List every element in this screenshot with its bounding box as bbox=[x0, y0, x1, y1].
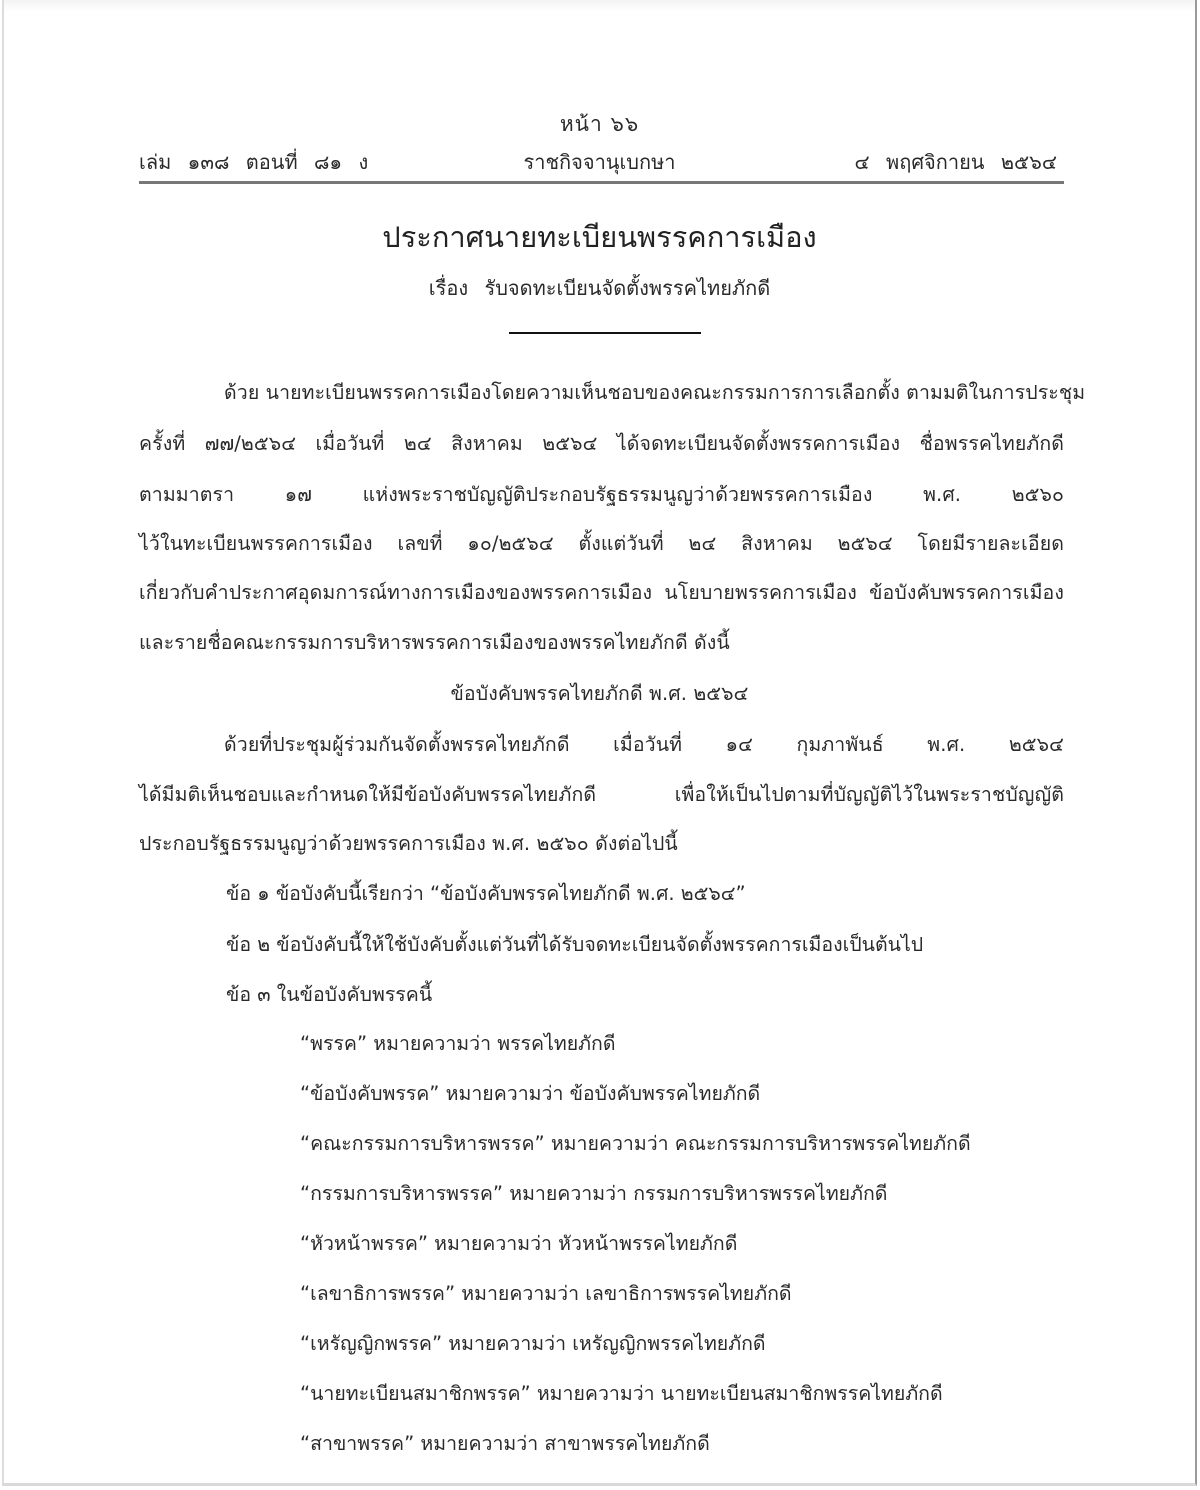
document-title: ประกาศนายทะเบียนพรรคการเมือง bbox=[382, 220, 817, 254]
header-divider bbox=[139, 181, 1064, 184]
regulation-intro-line: ด้วยที่ประชุมผู้ร่วมกันจัดตั้งพรรคไทยภักดี เมื่อวันที่ ๑๔ กุมภาพันธ์ พ.ศ. ๒๕๖๔ bbox=[224, 733, 1064, 756]
document-page bbox=[2, 0, 1197, 1486]
definition-item: “นายทะเบียนสมาชิกพรรค” หมายความว่า นายทะเบียนสมาชิกพรรคไทยภักดี bbox=[300, 1382, 943, 1405]
publication-date: ๔ พฤศจิกายน ๒๕๖๔ bbox=[854, 150, 1057, 174]
preamble-line: ไว้ในทะเบียนพรรคการเมือง เลขที่ ๑๐/๒๕๖๔ ตั้งแต่วันที่ ๒๔ สิงหาคม ๒๕๖๔ โดยมีรายละเอียด bbox=[139, 532, 1064, 555]
volume-issue: เล่ม ๑๓๘ ตอนที่ ๘๑ ง bbox=[139, 150, 369, 174]
definition-item: “เหรัญญิกพรรค” หมายความว่า เหรัญญิกพรรคไทยภักดี bbox=[300, 1332, 766, 1355]
definition-item: “คณะกรรมการบริหารพรรค” หมายความว่า คณะกรรมการบริหารพรรคไทยภักดี bbox=[300, 1132, 971, 1155]
preamble-line: และรายชื่อคณะกรรมการบริหารพรรคการเมืองของพรรคไทยภักดี ดังนี้ bbox=[139, 631, 730, 654]
top-shadow bbox=[4, 0, 1195, 12]
definition-item: “เลขาธิการพรรค” หมายความว่า เลขาธิการพรรคไทยภักดี bbox=[300, 1282, 792, 1305]
preamble-line: ครั้งที่ ๗๗/๒๕๖๔ เมื่อวันที่ ๒๔ สิงหาคม ๒๕๖๔ ได้จดทะเบียนจัดตั้งพรรคการเมือง ชื่อพรรคไทยภักดี bbox=[139, 432, 1064, 455]
definition-item: “สาขาพรรค” หมายความว่า สาขาพรรคไทยภักดี bbox=[300, 1432, 710, 1455]
regulation-title: ข้อบังคับพรรคไทยภักดี พ.ศ. ๒๕๖๔ bbox=[450, 682, 749, 705]
page-number: หน้า ๖๖ bbox=[559, 112, 640, 136]
definition-item: “ข้อบังคับพรรค” หมายความว่า ข้อบังคับพรรคไทยภักดี bbox=[300, 1082, 761, 1105]
preamble-line: ตามมาตรา ๑๗ แห่งพระราชบัญญัติประกอบรัฐธรรมนูญว่าด้วยพรรคการเมือง พ.ศ. ๒๕๖๐ bbox=[139, 483, 1064, 506]
document-subtitle: เรื่อง รับจดทะเบียนจัดตั้งพรรคไทยภักดี bbox=[428, 276, 771, 300]
clause-2: ข้อ ๒ ข้อบังคับนี้ให้ใช้บังคับตั้งแต่วันที่ได้รับจดทะเบียนจัดตั้งพรรคการเมืองเป็นต้นไป bbox=[226, 933, 924, 956]
title-separator bbox=[509, 332, 701, 334]
definition-item: “กรรมการบริหารพรรค” หมายความว่า กรรมการบริหารพรรคไทยภักดี bbox=[300, 1182, 888, 1205]
definition-item: “หัวหน้าพรรค” หมายความว่า หัวหน้าพรรคไทยภักดี bbox=[300, 1232, 738, 1255]
regulation-intro-line: ได้มีมติเห็นชอบและกำหนดให้มีข้อบังคับพรรคไทยภักดี เพื่อให้เป็นไปตามที่บัญญัติไว้ในพระราชบัญญัติ bbox=[139, 783, 1064, 806]
preamble-line: ด้วย นายทะเบียนพรรคการเมืองโดยความเห็นชอบของคณะกรรมการการเลือกตั้ง ตามมติในการประชุม bbox=[224, 381, 1086, 404]
clause-1: ข้อ ๑ ข้อบังคับนี้เรียกว่า “ข้อบังคับพรรคไทยภักดี พ.ศ. ๒๕๖๔” bbox=[226, 882, 746, 905]
preamble-line: เกี่ยวกับคำประกาศอุดมการณ์ทางการเมืองของพรรคการเมือง นโยบายพรรคการเมือง ข้อบังคับพรรคการเมือง bbox=[139, 581, 1064, 604]
regulation-intro-line: ประกอบรัฐธรรมนูญว่าด้วยพรรคการเมือง พ.ศ. ๒๕๖๐ ดังต่อไปนี้ bbox=[139, 832, 678, 855]
publication-name: ราชกิจจานุเบกษา bbox=[523, 150, 676, 174]
clause-3: ข้อ ๓ ในข้อบังคับพรรคนี้ bbox=[226, 983, 433, 1006]
definition-item: “พรรค” หมายความว่า พรรคไทยภักดี bbox=[300, 1032, 616, 1055]
